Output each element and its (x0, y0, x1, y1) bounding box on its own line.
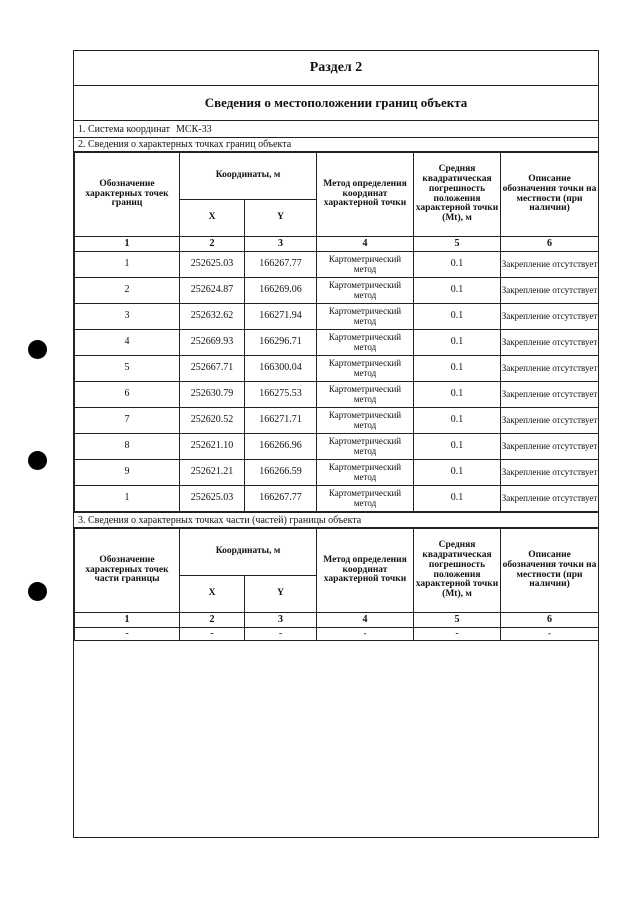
header-designation: Обозначение характерных точек границ (75, 153, 180, 237)
cell-x: 252625.03 (180, 486, 245, 512)
header-designation: Обозначение характерных точек части границы (75, 529, 180, 613)
header-y: Y (245, 576, 317, 613)
col-number: 6 (501, 613, 599, 628)
cell-method: Картометрический метод (317, 486, 414, 512)
cell-method: - (317, 628, 414, 641)
cell-error: 0.1 (414, 382, 501, 408)
cell-description: Закрепление отсутствует (501, 408, 599, 434)
cell-method: Картометрический метод (317, 408, 414, 434)
cell-description: Закрепление отсутствует (501, 356, 599, 382)
cell-x: 252625.03 (180, 252, 245, 278)
cell-y: 166269.06 (245, 278, 317, 304)
punch-hole-middle (28, 451, 47, 470)
part3-heading (74, 512, 598, 528)
cell-description: Закрепление отсутствует (501, 330, 599, 356)
header-coords: Координаты, м (180, 153, 317, 200)
table-row (75, 304, 599, 330)
coord-system-label: 1. Система координат (78, 123, 171, 135)
cell-point: 9 (75, 460, 180, 486)
cell-method: Картометрический метод (317, 460, 414, 486)
header-method: Метод определения координат характерной точки (317, 153, 414, 237)
col-number: 4 (317, 613, 414, 628)
table-row (75, 382, 599, 408)
document-title (74, 86, 598, 121)
cell-x: - (180, 628, 245, 641)
cell-y: 166275.53 (245, 382, 317, 408)
cell-x: 252632.62 (180, 304, 245, 330)
table-row (75, 434, 599, 460)
cell-point: - (75, 628, 180, 641)
table-row (75, 628, 599, 641)
col-number: 3 (245, 613, 317, 628)
cell-y: 166296.71 (245, 330, 317, 356)
col-number: 2 (180, 613, 245, 628)
part-points-table (74, 528, 599, 641)
cell-point: 4 (75, 330, 180, 356)
header-error: Средняя квадратическая погрешность положения характерной точки (Mt), м (414, 529, 501, 613)
cell-error: - (414, 628, 501, 641)
punch-hole-top (28, 340, 47, 359)
cell-point: 8 (75, 434, 180, 460)
col-number: 3 (245, 237, 317, 252)
cell-x: 252621.21 (180, 460, 245, 486)
cell-y: - (245, 628, 317, 641)
header-x: X (180, 576, 245, 613)
punch-hole-bottom (28, 582, 47, 601)
cell-description: Закрепление отсутствует (501, 460, 599, 486)
col-number: 5 (414, 613, 501, 628)
cell-x: 252621.10 (180, 434, 245, 460)
cell-error: 0.1 (414, 460, 501, 486)
cell-error: 0.1 (414, 252, 501, 278)
boundary-points-table (74, 152, 599, 512)
table-row (75, 356, 599, 382)
document-sheet (73, 50, 599, 838)
cell-point: 3 (75, 304, 180, 330)
cell-error: 0.1 (414, 356, 501, 382)
cell-error: 0.1 (414, 304, 501, 330)
section-title (74, 51, 598, 86)
part2-heading (74, 138, 598, 152)
header-coords: Координаты, м (180, 529, 317, 576)
col-number: 1 (75, 237, 180, 252)
column-numbers-row (75, 237, 599, 252)
col-number: 1 (75, 613, 180, 628)
cell-y: 166271.71 (245, 408, 317, 434)
table-row (75, 252, 599, 278)
header-description: Описание обозначения точки на местности (при наличии) (501, 153, 599, 237)
cell-y: 166266.96 (245, 434, 317, 460)
cell-method: Картометрический метод (317, 356, 414, 382)
cell-point: 5 (75, 356, 180, 382)
cell-error: 0.1 (414, 278, 501, 304)
part2-heading-text: 2. Сведения о характерных точках границ объекта (78, 139, 292, 150)
cell-description: Закрепление отсутствует (501, 278, 599, 304)
document-title-text: Сведения о местоположении границ объекта (204, 95, 468, 110)
col-number: 6 (501, 237, 599, 252)
cell-point: 1 (75, 486, 180, 512)
header-method: Метод определения координат характерной точки (317, 529, 414, 613)
cell-description: Закрепление отсутствует (501, 252, 599, 278)
cell-x: 252630.79 (180, 382, 245, 408)
cell-x: 252667.71 (180, 356, 245, 382)
cell-description: Закрепление отсутствует (501, 382, 599, 408)
cell-method: Картометрический метод (317, 278, 414, 304)
cell-point: 1 (75, 252, 180, 278)
cell-description: Закрепление отсутствует (501, 304, 599, 330)
col-number: 4 (317, 237, 414, 252)
column-numbers-row (75, 613, 599, 628)
cell-error: 0.1 (414, 434, 501, 460)
coord-system-line (74, 121, 598, 138)
cell-method: Картометрический метод (317, 330, 414, 356)
cell-method: Картометрический метод (317, 434, 414, 460)
cell-method: Картометрический метод (317, 304, 414, 330)
coord-system-value: МСК-33 (176, 123, 212, 135)
cell-error: 0.1 (414, 330, 501, 356)
header-error: Средняя квадратическая погрешность положения характерной точки (Mt), м (414, 153, 501, 237)
cell-x: 252620.52 (180, 408, 245, 434)
cell-x: 252624.87 (180, 278, 245, 304)
cell-error: 0.1 (414, 486, 501, 512)
cell-point: 6 (75, 382, 180, 408)
header-y: Y (245, 200, 317, 237)
cell-description: Закрепление отсутствует (501, 486, 599, 512)
cell-error: 0.1 (414, 408, 501, 434)
section-title-text: Раздел 2 (309, 60, 363, 75)
cell-point: 2 (75, 278, 180, 304)
table-row (75, 330, 599, 356)
table-row (75, 460, 599, 486)
cell-description: Закрепление отсутствует (501, 434, 599, 460)
table-row (75, 486, 599, 512)
cell-point: 7 (75, 408, 180, 434)
cell-x: 252669.93 (180, 330, 245, 356)
col-number: 2 (180, 237, 245, 252)
cell-y: 166267.77 (245, 252, 317, 278)
cell-description: - (501, 628, 599, 641)
cell-y: 166266.59 (245, 460, 317, 486)
cell-method: Картометрический метод (317, 252, 414, 278)
cell-method: Картометрический метод (317, 382, 414, 408)
cell-y: 166271.94 (245, 304, 317, 330)
cell-y: 166267.77 (245, 486, 317, 512)
cell-y: 166300.04 (245, 356, 317, 382)
col-number: 5 (414, 237, 501, 252)
header-x: X (180, 200, 245, 237)
table-row (75, 278, 599, 304)
header-description: Описание обозначения точки на местности (при наличии) (501, 529, 599, 613)
table-row (75, 408, 599, 434)
part3-heading-text: 3. Сведения о характерных точках части (частей) границы объекта (78, 514, 362, 526)
